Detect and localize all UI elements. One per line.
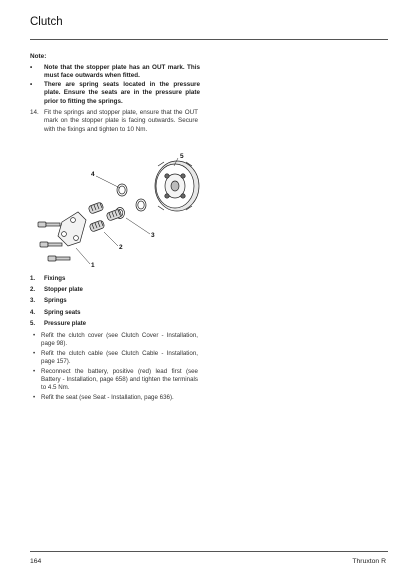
header-rule bbox=[30, 39, 388, 40]
springs-illustration bbox=[88, 202, 122, 232]
legend-label: Pressure plate bbox=[44, 319, 87, 327]
legend-number: 2. bbox=[30, 286, 36, 294]
list-item bbox=[30, 394, 198, 402]
footer-rule bbox=[30, 551, 388, 552]
step-number: 14. bbox=[30, 109, 39, 116]
note-item bbox=[30, 81, 200, 106]
note-heading: Note: bbox=[30, 53, 47, 60]
step-text: Fit the springs and stopper plate, ensure that the OUT mark on the stopper plate is facing outwards. Secure with the fixings and tighten to 10 Nm. bbox=[44, 109, 198, 133]
list-item bbox=[30, 332, 198, 349]
legend-label: Springs bbox=[44, 297, 67, 305]
callout-1: 1 bbox=[91, 262, 95, 269]
callout-5: 5 bbox=[180, 153, 184, 160]
list-item-text: Refit the seat (see Seat - Installation, page 636). bbox=[41, 393, 174, 401]
legend-number: 4. bbox=[30, 308, 36, 316]
legend-label: Stopper plate bbox=[44, 286, 83, 294]
note-item bbox=[30, 64, 200, 81]
legend-item bbox=[30, 286, 200, 297]
legend-number: 3. bbox=[30, 297, 36, 305]
legend-item bbox=[30, 297, 200, 308]
bullet-glyph: • bbox=[33, 393, 36, 401]
stopper-plate-illustration bbox=[58, 212, 86, 246]
note-text: There are spring seats located in the pressure plate. Ensure the seats are in the pressure plate prior to fitting the springs. bbox=[44, 81, 200, 105]
clutch-exploded-diagram bbox=[34, 148, 204, 272]
bullet-glyph: • bbox=[30, 81, 33, 88]
figure-legend bbox=[30, 275, 200, 331]
legend-label: Fixings bbox=[44, 275, 66, 282]
callout-3: 3 bbox=[151, 232, 155, 239]
list-item-text: Refit the clutch cover (see Clutch Cover - Installation, page 98). bbox=[41, 332, 198, 348]
legend-item bbox=[30, 275, 200, 286]
legend-number: 1. bbox=[30, 275, 36, 282]
bullet-glyph: • bbox=[30, 64, 33, 71]
procedure-step bbox=[30, 109, 198, 134]
bullet-glyph: • bbox=[33, 349, 36, 357]
list-item-text: Reconnect the battery, positive (red) lead first (see Battery - Installation, page 658) and tighten the terminals to 4.5 Nm. bbox=[41, 367, 198, 392]
list-item-text: Refit the clutch cable (see Clutch Cable - Installation, page 157). bbox=[41, 349, 198, 366]
callout-4: 4 bbox=[91, 171, 95, 178]
legend-item bbox=[30, 309, 200, 320]
pressure-plate-illustration bbox=[155, 161, 199, 211]
bullet-glyph: • bbox=[33, 332, 36, 339]
note-text: Note that the stopper plate has an OUT mark. This must face outwards when fitted. bbox=[44, 64, 200, 80]
footer-model-name: Thruxton R bbox=[352, 558, 386, 565]
legend-item bbox=[30, 320, 200, 331]
list-item bbox=[30, 368, 198, 393]
bullet-glyph: • bbox=[33, 367, 36, 375]
legend-label: Spring seats bbox=[44, 308, 81, 316]
procedure-bullets bbox=[30, 332, 198, 403]
legend-number: 5. bbox=[30, 319, 36, 327]
list-item bbox=[30, 350, 198, 367]
page-title: Clutch bbox=[30, 16, 63, 28]
callout-2: 2 bbox=[119, 244, 123, 251]
page-number: 164 bbox=[30, 558, 42, 565]
